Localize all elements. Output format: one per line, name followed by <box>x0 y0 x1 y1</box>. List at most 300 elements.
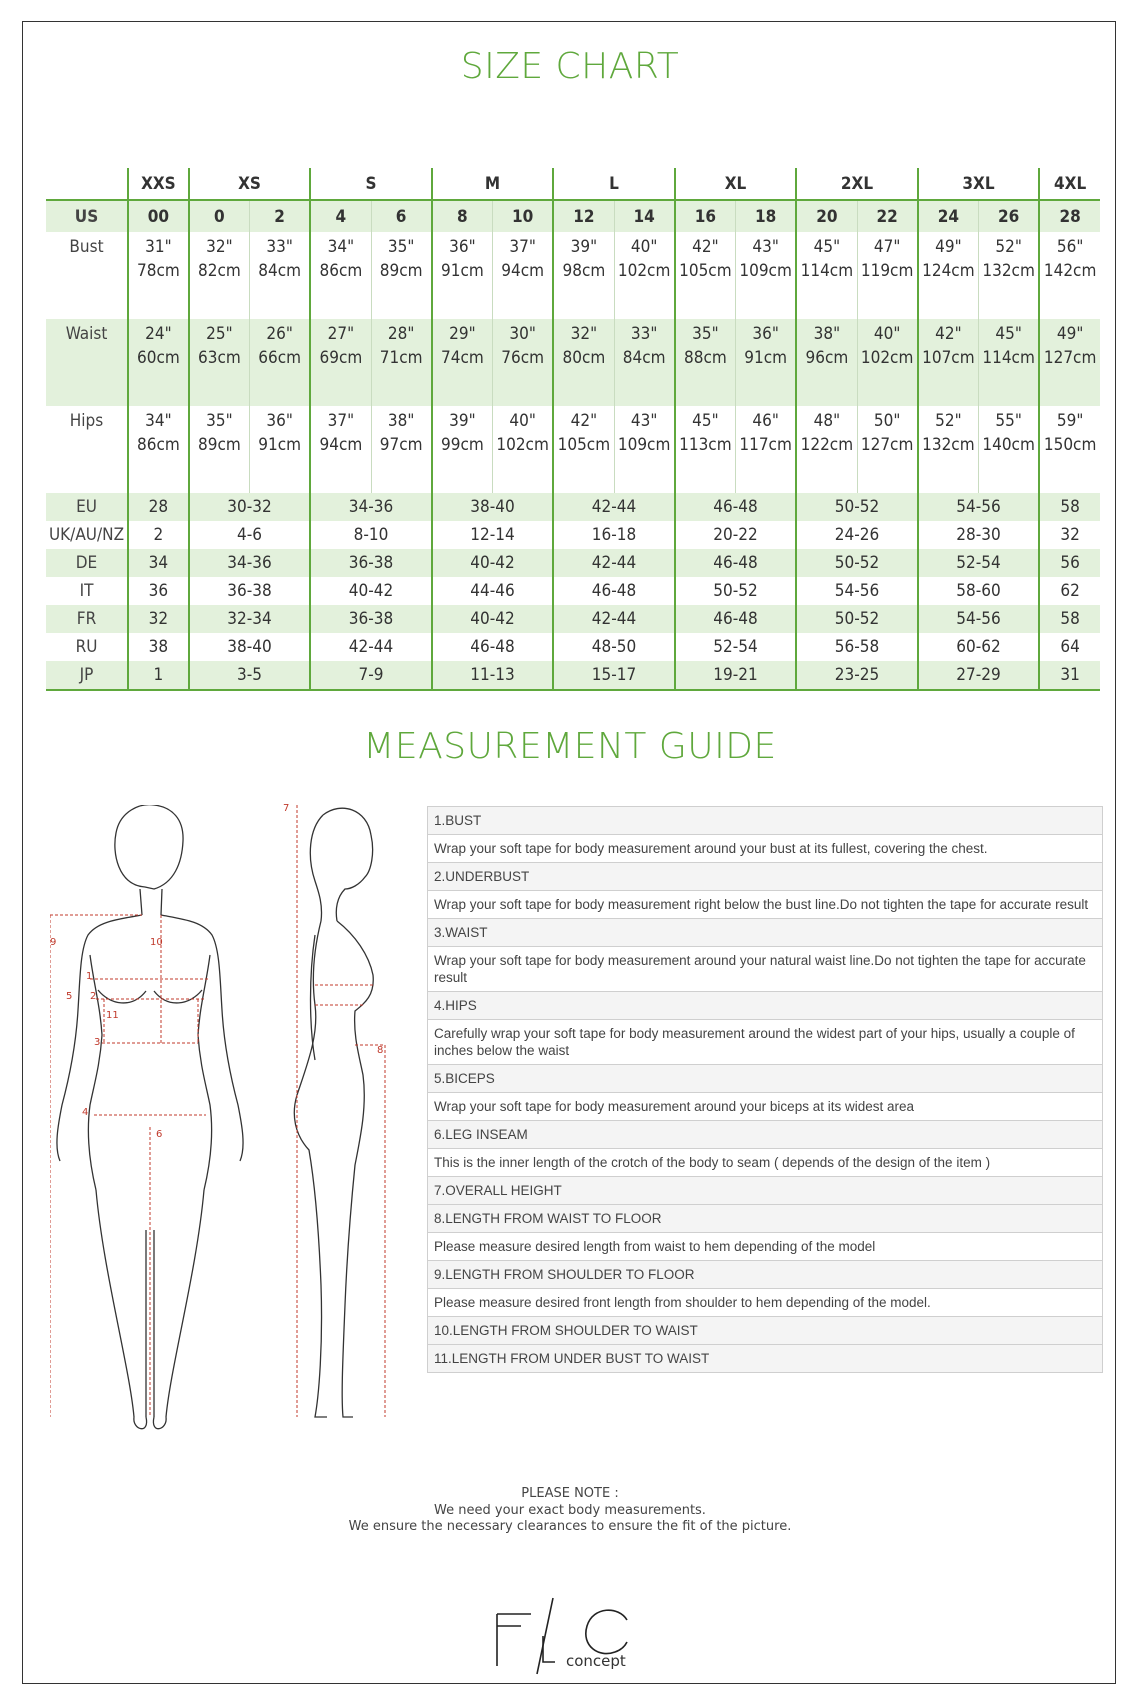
cm-value: 114cm <box>800 261 854 281</box>
measure-row-hips <box>46 406 1100 493</box>
cm-value: 82cm <box>197 261 241 281</box>
inch-value: 45" <box>995 324 1022 344</box>
us-size-cell: 0 <box>189 200 250 232</box>
country-size-cell: 42-44 <box>553 549 675 577</box>
country-size-cell: 40-42 <box>310 577 432 605</box>
figure-marker-label: 11 <box>106 1010 119 1021</box>
cm-value: 91cm <box>744 348 787 368</box>
inch-value: 32" <box>206 237 233 257</box>
country-size-cell: 54-56 <box>918 493 1040 521</box>
measurement-guide-title: MEASUREMENT GUIDE <box>363 726 777 767</box>
cm-value: 117cm <box>739 435 792 455</box>
cm-value: 142cm <box>1043 261 1097 281</box>
country-size-cell: 50-52 <box>796 549 918 577</box>
measure-cell <box>553 319 614 406</box>
front-figure-labels <box>50 805 260 1440</box>
guide-heading: 2.UNDERBUST <box>428 863 1103 891</box>
inch-value: 48" <box>813 411 841 431</box>
cm-value: 84cm <box>258 261 301 281</box>
guide-heading: 4.HIPS <box>428 992 1103 1020</box>
measure-cell <box>736 319 797 406</box>
cm-value: 109cm <box>739 261 792 281</box>
side-figure-labels <box>285 805 435 1440</box>
cm-value: 114cm <box>982 348 1035 368</box>
country-size-cell: 46-48 <box>675 605 797 633</box>
inch-value: 34" <box>145 411 172 431</box>
guide-description: Wrap your soft tape for body measurement around your bust at its fullest, covering the chest. <box>428 835 1103 863</box>
measure-cell <box>1039 319 1100 406</box>
inch-value: 40" <box>873 324 901 344</box>
country-label: JP <box>46 661 128 690</box>
country-size-cell: 34 <box>128 549 189 577</box>
guide-description: Wrap your soft tape for body measurement right below the bust line.Do not tighten the tape for accurate result <box>428 891 1103 919</box>
guide-heading-row <box>428 807 1103 835</box>
inch-value: 36" <box>752 324 779 344</box>
measure-cell <box>918 319 979 406</box>
measure-cell <box>553 232 614 319</box>
country-size-cell: 11-13 <box>432 661 554 690</box>
country-size-cell: 42-44 <box>553 493 675 521</box>
country-size-cell: 58 <box>1039 493 1100 521</box>
measure-cell <box>918 232 979 319</box>
measure-cell <box>371 406 432 493</box>
inch-value: 25" <box>206 324 233 344</box>
country-size-cell: 28 <box>128 493 189 521</box>
guide-heading-row <box>428 1317 1103 1345</box>
country-size-cell: 12-14 <box>432 521 554 549</box>
us-size-cell: 6 <box>371 200 432 232</box>
note-line-2: We ensure the necessary clearances to ensure the fit of the picture. <box>348 1519 792 1534</box>
inch-value: 34" <box>327 237 355 257</box>
size-group-header-row <box>46 168 1100 200</box>
guide-description-row <box>428 891 1103 919</box>
guide-heading-row <box>428 1065 1103 1093</box>
guide-description: Please measure desired length from waist to hem depending of the model <box>428 1233 1103 1261</box>
us-size-cell: 2 <box>250 200 311 232</box>
country-row-ru <box>46 633 1100 661</box>
country-size-cell: 46-48 <box>675 549 797 577</box>
country-size-cell: 27-29 <box>918 661 1040 690</box>
inch-value: 43" <box>630 411 658 431</box>
measure-cell <box>310 232 371 319</box>
size-group-xs: XS <box>189 168 311 200</box>
measure-cell <box>310 406 371 493</box>
country-size-cell: 36 <box>128 577 189 605</box>
country-size-cell: 4-6 <box>189 521 311 549</box>
measure-cell <box>371 319 432 406</box>
inch-value: 37" <box>509 237 536 257</box>
figure-marker-label: 9 <box>50 937 57 948</box>
guide-heading: 8.LENGTH FROM WAIST TO FLOOR <box>428 1205 1103 1233</box>
country-size-cell: 56-58 <box>796 633 918 661</box>
measure-cell <box>493 232 554 319</box>
country-size-cell: 38-40 <box>189 633 311 661</box>
guide-description-row <box>428 1093 1103 1121</box>
cm-value: 96cm <box>805 348 849 368</box>
inch-value: 26" <box>266 324 293 344</box>
size-chart-title: SIZE CHART <box>460 46 680 87</box>
figure-marker-label: 6 <box>156 1129 163 1140</box>
us-size-cell: 14 <box>614 200 675 232</box>
country-size-cell: 46-48 <box>553 577 675 605</box>
inch-value: 35" <box>206 411 233 431</box>
guide-description: This is the inner length of the crotch of the body to seam ( depends of the design of the item ) <box>428 1149 1103 1177</box>
cm-value: 102cm <box>617 261 671 281</box>
figure-marker-label: 5 <box>66 991 73 1002</box>
inch-value: 24" <box>145 324 172 344</box>
cm-value: 97cm <box>379 435 423 455</box>
inch-value: 38" <box>387 411 415 431</box>
country-size-cell: 52-54 <box>918 549 1040 577</box>
guide-description-row <box>428 947 1103 992</box>
country-label: DE <box>46 549 128 577</box>
country-size-cell: 36-38 <box>310 549 432 577</box>
country-size-cell: 3-5 <box>189 661 311 690</box>
us-size-cell: 18 <box>736 200 797 232</box>
country-size-cell: 50-52 <box>796 493 918 521</box>
figure-marker-label: 3 <box>94 1037 101 1048</box>
us-size-cell: 22 <box>857 200 918 232</box>
measure-cell <box>857 319 918 406</box>
us-size-cell: 20 <box>796 200 857 232</box>
country-size-cell: 31 <box>1039 661 1100 690</box>
country-size-cell: 62 <box>1039 577 1100 605</box>
cm-value: 86cm <box>136 435 180 455</box>
country-size-cell: 40-42 <box>432 549 554 577</box>
country-label: RU <box>75 637 98 657</box>
country-size-cell: 20-22 <box>675 521 797 549</box>
us-size-cell: 4 <box>310 200 371 232</box>
measure-cell <box>189 232 250 319</box>
inch-value: 52" <box>935 411 962 431</box>
guide-heading-row <box>428 1177 1103 1205</box>
measure-cell <box>614 232 675 319</box>
measure-cell <box>432 232 493 319</box>
measure-cell <box>736 406 797 493</box>
cm-value: 113cm <box>679 435 732 455</box>
us-size-cell: 10 <box>493 200 554 232</box>
guide-description-row <box>428 1020 1103 1065</box>
measure-cell <box>614 319 675 406</box>
cm-value: 124cm <box>922 261 975 281</box>
guide-description: Carefully wrap your soft tape for body measurement around the widest part of your hips, usually a couple of inches below the waist <box>428 1020 1103 1065</box>
guide-heading: 5.BICEPS <box>428 1065 1103 1093</box>
guide-heading: 3.WAIST <box>428 919 1103 947</box>
inch-value: 29" <box>449 324 476 344</box>
cm-value: 86cm <box>319 261 363 281</box>
inch-value: 28" <box>387 324 415 344</box>
note-heading: PLEASE NOTE : <box>521 1486 619 1501</box>
size-chart-table <box>46 168 1100 691</box>
country-size-cell: 30-32 <box>189 493 311 521</box>
measure-cell <box>493 319 554 406</box>
country-size-cell: 34-36 <box>189 549 311 577</box>
country-size-cell: 15-17 <box>553 661 675 690</box>
inch-value: 49" <box>1056 324 1084 344</box>
country-size-cell: 60-62 <box>918 633 1040 661</box>
us-size-cell: 16 <box>675 200 736 232</box>
country-size-cell: 32-34 <box>189 605 311 633</box>
country-label: EU <box>46 493 128 521</box>
size-group-4xl: 4XL <box>1039 168 1100 200</box>
inch-value: 49" <box>935 237 962 257</box>
inch-value: 35" <box>692 324 719 344</box>
guide-description-row <box>428 835 1103 863</box>
inch-value: 50" <box>873 411 901 431</box>
inch-value: 40" <box>509 411 536 431</box>
cm-value: 84cm <box>622 348 666 368</box>
measure-cell <box>614 406 675 493</box>
cm-value: 119cm <box>860 261 914 281</box>
figure-marker-label: 10 <box>150 937 163 948</box>
country-size-cell: 44-46 <box>432 577 554 605</box>
cm-value: 150cm <box>1043 435 1097 455</box>
measure-cell <box>675 232 736 319</box>
measure-cell <box>979 319 1040 406</box>
cm-value: 60cm <box>136 348 180 368</box>
country-size-cell: 48-50 <box>553 633 675 661</box>
country-label: IT <box>79 581 94 601</box>
measure-label: Bust <box>69 237 104 257</box>
cm-value: 109cm <box>617 435 671 455</box>
cm-value: 132cm <box>982 261 1035 281</box>
measure-cell <box>250 319 311 406</box>
country-size-cell: 1 <box>128 661 189 690</box>
inch-value: 31" <box>145 237 172 257</box>
measure-cell <box>1039 232 1100 319</box>
cm-value: 122cm <box>800 435 854 455</box>
inch-value: 42" <box>692 237 719 257</box>
measure-cell <box>128 232 189 319</box>
country-size-cell: 19-21 <box>675 661 797 690</box>
figure-marker-label: 2 <box>90 991 97 1002</box>
country-size-cell: 36-38 <box>310 605 432 633</box>
country-size-cell: 46-48 <box>675 493 797 521</box>
guide-description: Please measure desired front length from shoulder to hem depending of the model. <box>428 1289 1103 1317</box>
inch-value: 37" <box>327 411 355 431</box>
size-group-m: M <box>432 168 554 200</box>
measure-cell <box>189 319 250 406</box>
cm-value: 63cm <box>197 348 241 368</box>
measure-cell <box>1039 406 1100 493</box>
guide-description: Wrap your soft tape for body measurement around your biceps at its widest area <box>428 1093 1103 1121</box>
measure-cell <box>857 232 918 319</box>
figure-marker-label: 7 <box>283 803 290 814</box>
measure-cell <box>796 319 857 406</box>
country-size-cell: 40-42 <box>432 605 554 633</box>
country-size-cell: 32 <box>1039 521 1100 549</box>
size-group-xl: XL <box>675 168 797 200</box>
inch-value: 55" <box>995 411 1022 431</box>
cm-value: 127cm <box>1043 348 1097 368</box>
country-size-cell: 50-52 <box>796 605 918 633</box>
cm-value: 91cm <box>258 435 301 455</box>
cm-value: 99cm <box>440 435 484 455</box>
inch-value: 47" <box>873 237 901 257</box>
country-size-cell: 2 <box>128 521 189 549</box>
us-label: US <box>46 200 128 232</box>
measure-cell <box>796 406 857 493</box>
guide-description: Wrap your soft tape for body measurement around your natural waist line.Do not tighten the tape for accurate result <box>428 947 1103 992</box>
measure-row-bust <box>46 232 1100 319</box>
cm-value: 71cm <box>379 348 423 368</box>
country-size-cell: 42-44 <box>310 633 432 661</box>
us-size-row <box>46 200 1100 232</box>
inch-value: 45" <box>813 237 841 257</box>
inch-value: 42" <box>935 324 962 344</box>
country-row-de <box>46 549 1100 577</box>
cm-value: 98cm <box>562 261 606 281</box>
cm-value: 94cm <box>501 261 544 281</box>
inch-value: 56" <box>1056 237 1084 257</box>
inch-value: 32" <box>570 324 598 344</box>
country-size-cell: 16-18 <box>553 521 675 549</box>
guide-heading-row <box>428 919 1103 947</box>
inch-value: 33" <box>266 237 293 257</box>
country-size-cell: 23-25 <box>796 661 918 690</box>
cm-value: 78cm <box>136 261 180 281</box>
inch-value: 30" <box>509 324 536 344</box>
logo-text: concept <box>566 1652 626 1670</box>
measure-cell <box>796 232 857 319</box>
cm-value: 76cm <box>501 348 544 368</box>
measure-cell <box>736 232 797 319</box>
guide-heading: 10.LENGTH FROM SHOULDER TO WAIST <box>428 1317 1103 1345</box>
inch-value: 38" <box>813 324 841 344</box>
measure-cell <box>675 319 736 406</box>
cm-value: 91cm <box>440 261 484 281</box>
country-row-eu <box>46 493 1100 521</box>
country-size-cell: 50-52 <box>675 577 797 605</box>
guide-heading-row <box>428 992 1103 1020</box>
measure-cell <box>493 406 554 493</box>
guide-heading-row <box>428 1121 1103 1149</box>
guide-heading-row <box>428 1205 1103 1233</box>
cm-value: 107cm <box>922 348 975 368</box>
country-size-cell: 34-36 <box>310 493 432 521</box>
country-size-cell: 54-56 <box>796 577 918 605</box>
inch-value: 36" <box>266 411 293 431</box>
figure-marker-label: 4 <box>82 1107 89 1118</box>
measure-row-waist <box>46 319 1100 406</box>
country-size-cell: 38 <box>128 633 189 661</box>
inch-value: 46" <box>752 411 779 431</box>
cm-value: 69cm <box>319 348 363 368</box>
measure-cell <box>310 319 371 406</box>
measure-cell <box>675 406 736 493</box>
guide-heading: 11.LENGTH FROM UNDER BUST TO WAIST <box>428 1345 1103 1373</box>
measure-cell <box>979 232 1040 319</box>
measure-cell <box>250 406 311 493</box>
us-size-cell: 8 <box>432 200 493 232</box>
guide-heading-row <box>428 863 1103 891</box>
us-size-cell: 28 <box>1039 200 1100 232</box>
inch-value: 43" <box>752 237 779 257</box>
guide-heading: 6.LEG INSEAM <box>428 1121 1103 1149</box>
cm-value: 140cm <box>982 435 1035 455</box>
inch-value: 35" <box>387 237 415 257</box>
measure-cell <box>553 406 614 493</box>
size-group-3xl: 3XL <box>918 168 1040 200</box>
country-size-cell: 28-30 <box>918 521 1040 549</box>
cm-value: 89cm <box>379 261 423 281</box>
inch-value: 33" <box>630 324 658 344</box>
country-size-cell: 24-26 <box>796 521 918 549</box>
measure-label: Hips <box>69 411 104 431</box>
figure-marker-label: 8 <box>377 1045 384 1056</box>
measure-cell <box>128 406 189 493</box>
country-row-fr <box>46 605 1100 633</box>
country-size-cell: 64 <box>1039 633 1100 661</box>
inch-value: 39" <box>449 411 476 431</box>
cm-value: 102cm <box>860 348 914 368</box>
country-size-cell: 58 <box>1039 605 1100 633</box>
inch-value: 40" <box>630 237 658 257</box>
country-size-cell: 58-60 <box>918 577 1040 605</box>
country-size-cell: 36-38 <box>189 577 311 605</box>
country-size-cell: 32 <box>128 605 189 633</box>
country-row-it <box>46 577 1100 605</box>
guide-heading: 9.LENGTH FROM SHOULDER TO FLOOR <box>428 1261 1103 1289</box>
size-group-s: S <box>310 168 432 200</box>
guide-heading-row <box>428 1345 1103 1373</box>
measure-cell <box>979 406 1040 493</box>
measure-cell <box>918 406 979 493</box>
measure-cell <box>432 319 493 406</box>
guide-heading-row <box>428 1261 1103 1289</box>
size-group-xxs: XXS <box>128 168 189 200</box>
measure-cell <box>250 232 311 319</box>
cm-value: 66cm <box>258 348 301 368</box>
country-label: UK/AU/NZ <box>48 525 125 545</box>
cm-value: 74cm <box>440 348 484 368</box>
us-size-cell: 00 <box>128 200 189 232</box>
cm-value: 132cm <box>922 435 975 455</box>
country-size-cell: 38-40 <box>432 493 554 521</box>
measure-cell <box>857 406 918 493</box>
inch-value: 39" <box>570 237 598 257</box>
inch-value: 42" <box>570 411 598 431</box>
measure-cell <box>189 406 250 493</box>
cm-value: 127cm <box>860 435 914 455</box>
country-size-cell: 52-54 <box>675 633 797 661</box>
country-size-cell: 54-56 <box>918 605 1040 633</box>
country-label: FR <box>46 605 128 633</box>
header-corner <box>46 168 128 200</box>
inch-value: 45" <box>692 411 719 431</box>
country-row-jp <box>46 661 1100 690</box>
country-size-cell: 8-10 <box>310 521 432 549</box>
figure-marker-label: 1 <box>86 971 93 982</box>
country-size-cell: 7-9 <box>310 661 432 690</box>
measure-cell <box>371 232 432 319</box>
measure-label: Waist <box>46 319 128 406</box>
inch-value: 27" <box>327 324 355 344</box>
cm-value: 89cm <box>197 435 241 455</box>
cm-value: 105cm <box>679 261 732 281</box>
guide-heading: 7.OVERALL HEIGHT <box>428 1177 1103 1205</box>
cm-value: 105cm <box>557 435 611 455</box>
size-group-l: L <box>553 168 675 200</box>
us-size-cell: 12 <box>553 200 614 232</box>
country-size-cell: 42-44 <box>553 605 675 633</box>
us-size-cell: 24 <box>918 200 979 232</box>
guide-description-row <box>428 1233 1103 1261</box>
us-size-cell: 26 <box>979 200 1040 232</box>
country-size-cell: 46-48 <box>432 633 554 661</box>
measurement-guide-table <box>427 806 1103 1373</box>
country-size-cell: 56 <box>1039 549 1100 577</box>
